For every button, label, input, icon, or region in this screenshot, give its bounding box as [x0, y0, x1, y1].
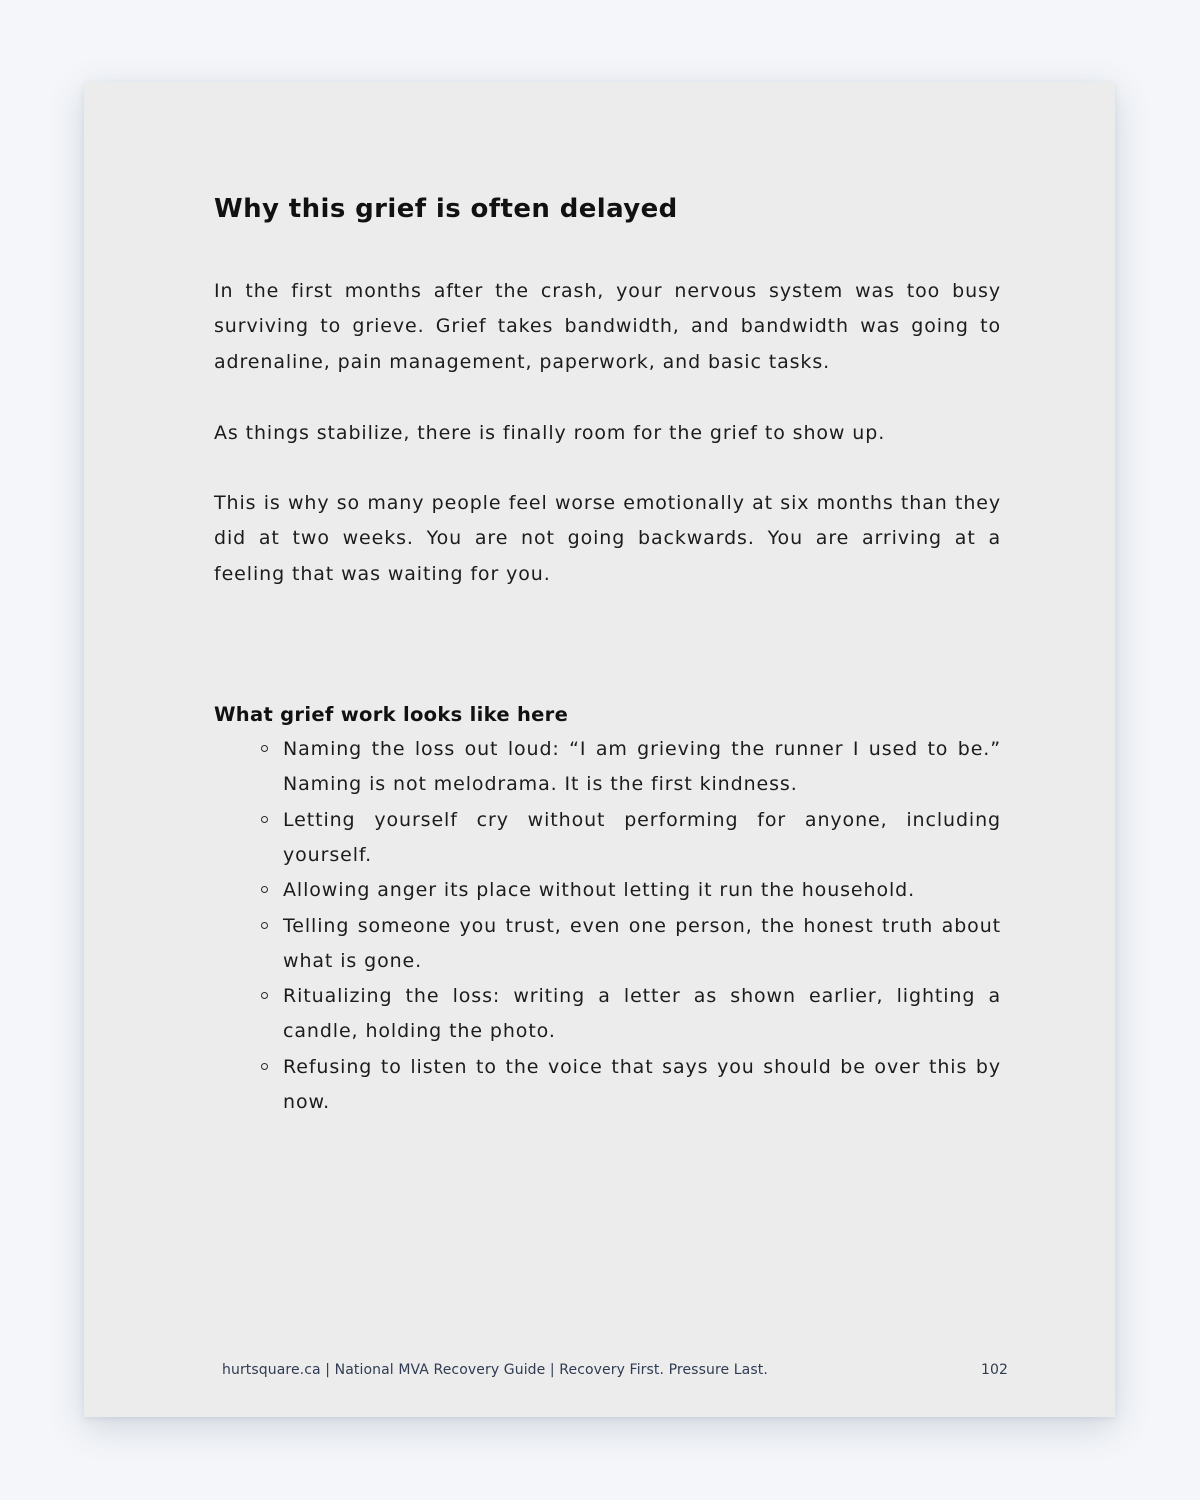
subheading: What grief work looks like here [214, 703, 569, 727]
list-item-text: Naming the loss out loud: “I am grieving the runner I used to be.” Naming is not melodrama. It is the first kindness. [283, 738, 1001, 796]
hollow-circle-bullet-icon [261, 1063, 268, 1070]
paragraph-3: This is why so many people feel worse emotionally at six months than they did at two weeks. You are not going backwards. You are arriving at a feeling that was waiting for you. [214, 492, 1001, 585]
hollow-circle-bullet-icon [261, 992, 268, 999]
bullet-list [214, 732, 1001, 1120]
hollow-circle-bullet-icon [261, 922, 268, 929]
footer-text: hurtsquare.ca | National MVA Recovery Guide | Recovery First. Pressure Last. [222, 1362, 768, 1378]
list-item [214, 803, 1001, 874]
list-item [214, 909, 1001, 980]
paragraph-2: As things stabilize, there is finally room for the grief to show up. [214, 421, 886, 444]
section-heading: Why this grief is often delayed [214, 194, 678, 224]
paragraph-1: In the first months after the crash, your nervous system was too busy surviving to grieve. Grief takes bandwidth, and bandwidth was going to adrenaline, pain management, paperwork, and basic tasks. [214, 280, 1001, 373]
list-item [214, 732, 1001, 803]
list-item-text: Ritualizing the loss: writing a letter as shown earlier, lighting a candle, holding the photo. [283, 985, 1001, 1043]
hollow-circle-bullet-icon [261, 745, 268, 752]
page-content [214, 190, 1001, 1120]
hollow-circle-bullet-icon [261, 886, 268, 893]
document-page [84, 82, 1115, 1417]
list-item [214, 873, 1001, 908]
list-item [214, 979, 1001, 1050]
list-item-text: Allowing anger its place without letting it run the household. [283, 879, 916, 902]
page-number: 102 [980, 1362, 1008, 1378]
hollow-circle-bullet-icon [261, 816, 268, 823]
list-item-text: Telling someone you trust, even one person, the honest truth about what is gone. [283, 914, 1001, 972]
list-item [214, 1050, 1001, 1121]
list-item-text: Refusing to listen to the voice that says you should be over this by now. [283, 1055, 1001, 1114]
list-item-text: Letting yourself cry without performing for anyone, including yourself. [283, 808, 1001, 866]
